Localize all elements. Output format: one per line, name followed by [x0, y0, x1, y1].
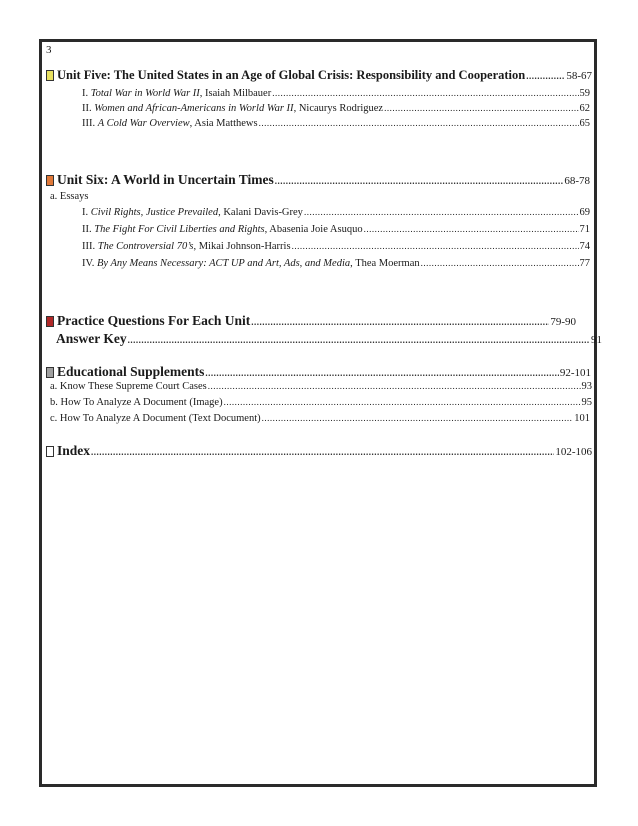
toc-entry[interactable] [50, 397, 592, 408]
practice-color-marker [46, 316, 54, 327]
toc-entry[interactable] [82, 258, 590, 269]
toc-entry[interactable] [50, 413, 590, 424]
leader-dots [205, 368, 558, 378]
toc-index[interactable] [46, 443, 592, 459]
entry-title: The Fight For Civil Liberties and Rights [94, 224, 265, 235]
toc-educational-supplements[interactable] [46, 364, 591, 380]
entry-author: , Isaiah Milbauer [199, 88, 272, 99]
entry-title: a. Know These Supreme Court Cases [50, 381, 207, 392]
leader-dots [275, 176, 564, 186]
unit-six-pages: 68-78 [564, 175, 590, 187]
entry-author: , Thea Moerman [350, 258, 420, 269]
toc-entry[interactable] [82, 241, 590, 252]
leader-dots [384, 103, 578, 113]
entry-author: , Asia Matthews [189, 118, 258, 129]
practice-title: Practice Questions For Each Unit [57, 313, 251, 328]
leader-dots [421, 258, 579, 268]
toc-unit-five[interactable] [46, 68, 592, 83]
leader-dots [91, 447, 554, 457]
entry-title: Women and African-Americans in World War II [94, 103, 294, 114]
unit-six-color-marker [46, 175, 54, 186]
entry-page: 69 [579, 207, 590, 218]
unit-five-color-marker [46, 70, 54, 81]
page-number: 3 [46, 44, 52, 56]
entry-page: 95 [581, 397, 592, 408]
entry-page: 71 [579, 224, 590, 235]
leader-dots [208, 381, 581, 391]
answer-key-title: Answer Key [56, 331, 127, 346]
entry-page: 65 [579, 118, 590, 129]
toc-entry[interactable] [50, 381, 592, 392]
entry-number: II. [82, 103, 92, 114]
leader-dots [259, 118, 579, 128]
unit-six-title: Unit Six: A World in Uncertain Times [57, 172, 274, 187]
toc-entry[interactable] [82, 88, 590, 99]
entry-page: 77 [579, 258, 590, 269]
entry-page: 62 [579, 103, 590, 114]
unit-five-pages: 58-67 [566, 70, 592, 82]
index-color-marker [46, 446, 54, 457]
entry-title: The Controversial 70’s [97, 241, 194, 252]
entry-page: 74 [579, 241, 590, 252]
entry-page: 101 [574, 413, 590, 424]
toc-unit-six[interactable] [46, 172, 590, 188]
entry-author: , Mikai Johnson-Harris [193, 241, 291, 252]
toc-entry[interactable] [82, 118, 590, 129]
toc-practice-questions[interactable] [46, 313, 576, 329]
entry-number: I. [82, 88, 89, 99]
leader-dots [128, 335, 590, 345]
leader-dots [292, 241, 579, 251]
entry-title: By Any Means Necessary: ACT UP and Art, Ads, and Media [96, 258, 351, 269]
leader-dots [251, 317, 549, 327]
index-pages: 102-106 [555, 446, 592, 458]
entry-author: , Kalani Davis-Grey [218, 207, 303, 218]
entry-title: A Cold War Overview [97, 118, 190, 129]
answer-key-page: 91 [591, 334, 602, 346]
index-title: Index [57, 443, 91, 458]
leader-dots [526, 71, 565, 81]
entry-number: III. [82, 118, 96, 129]
entry-author: , Nicaurys Rodriguez [293, 103, 384, 114]
edu-title: Educational Supplements [57, 364, 205, 379]
entry-page: 59 [579, 88, 590, 99]
leader-dots [364, 224, 579, 234]
entry-page: 93 [581, 381, 592, 392]
edu-color-marker [46, 367, 54, 378]
toc-entry[interactable] [82, 207, 590, 218]
essays-label: a. Essays [50, 191, 89, 202]
toc-entry[interactable] [82, 224, 590, 235]
entry-author: , Abasenia Joie Asuquo [264, 224, 363, 235]
entry-number: III. [82, 241, 96, 252]
leader-dots [224, 397, 581, 407]
leader-dots [272, 88, 578, 98]
entry-number: IV. [82, 258, 95, 269]
unit-five-title: Unit Five: The United States in an Age of Global Crisis: Responsibility and Cooperation [57, 68, 526, 82]
entry-number: II. [82, 224, 92, 235]
entry-number: I. [82, 207, 89, 218]
entry-title: c. How To Analyze A Document (Text Document) [50, 413, 261, 424]
entry-title: Total War in World War II [90, 88, 200, 99]
leader-dots [304, 207, 579, 217]
entry-title: Civil Rights, Justice Prevailed [90, 207, 219, 218]
edu-pages: 92-101 [559, 367, 591, 379]
leader-dots [262, 413, 574, 423]
toc-entry[interactable] [82, 103, 590, 114]
practice-pages: 79-90 [550, 316, 576, 328]
entry-title: b. How To Analyze A Document (Image) [50, 397, 223, 408]
toc-answer-key[interactable] [56, 331, 602, 347]
